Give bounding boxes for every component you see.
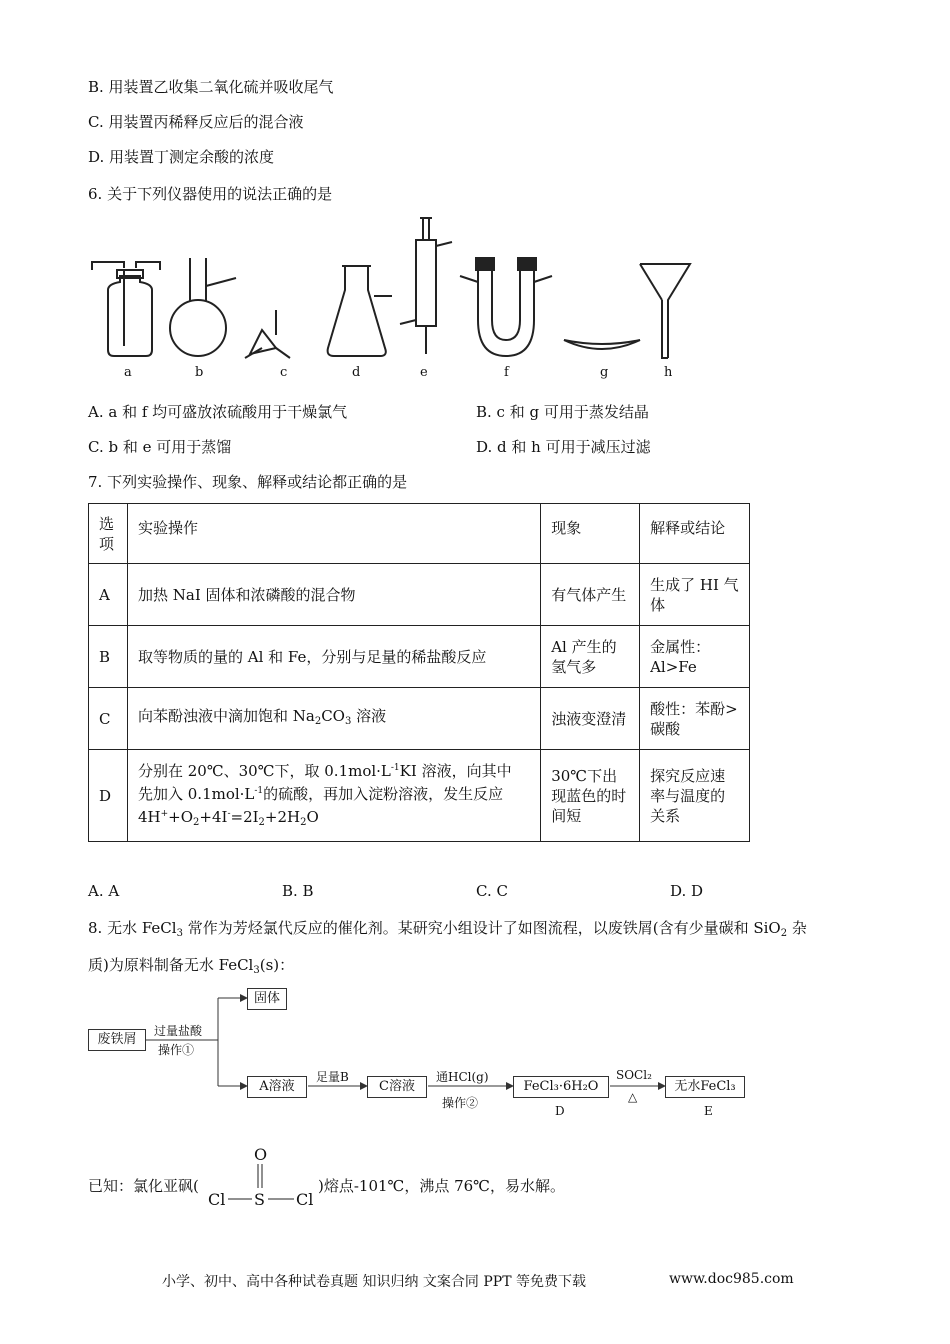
- header-phenomenon: 现象: [541, 504, 640, 564]
- row-operation: 取等物质的量的 Al 和 Fe，分别与足量的稀盐酸反应: [127, 626, 540, 688]
- footer-url[interactable]: www.doc985.com: [669, 1271, 794, 1287]
- stem-text: (s)：: [259, 956, 295, 974]
- flow-waste-iron: 废铁屑: [88, 1029, 146, 1051]
- flow-excess-b: 足量B: [316, 1070, 349, 1084]
- op-text: 分别在 20℃、30℃下，取 0.1mol·L: [137, 762, 391, 780]
- label-a: a: [124, 365, 132, 380]
- flow-fecl3-hydrate: FeCl₃·6H₂O: [513, 1076, 609, 1098]
- row-conclusion: 金属性：Al>Fe: [640, 626, 750, 688]
- row-phenomenon: Al 产生的氢气多: [541, 626, 640, 688]
- row-option: D: [89, 750, 128, 842]
- q5-option-d: D. 用装置丁测定余酸的浓度: [88, 148, 275, 166]
- q7-choice-c: C. C: [476, 882, 508, 900]
- q6-stem: 6. 关于下列仪器使用的说法正确的是: [88, 185, 333, 203]
- q5-option-c: C. 用装置丙稀释反应后的混合液: [88, 113, 304, 131]
- header-option-text: 选项: [99, 514, 115, 553]
- q7-choice-b: B. B: [282, 882, 314, 900]
- header-operation: 实验操作: [127, 504, 540, 564]
- op-sub: 2: [314, 715, 322, 727]
- flow-solid: 固体: [247, 988, 287, 1010]
- atom-cl-right: Cl: [296, 1190, 314, 1209]
- q7-stem: 7. 下列实验操作、现象、解释或结论都正确的是: [88, 473, 408, 491]
- flow-excess-hcl: 过量盐酸: [154, 1024, 203, 1038]
- atom-o: O: [254, 1145, 268, 1164]
- row-operation: 加热 NaI 固体和浓磷酸的混合物: [127, 564, 540, 626]
- known-prefix: 已知：氯化亚砜(: [88, 1177, 199, 1195]
- sub-2: 2: [780, 928, 788, 939]
- flow-label-e: E: [704, 1104, 713, 1118]
- label-g: g: [600, 365, 609, 380]
- label-d: d: [352, 365, 361, 380]
- q6-option-d: D. d 和 h 可用于减压过滤: [476, 438, 651, 456]
- row-option: A: [89, 564, 128, 626]
- op-text: 向苯酚浊液中滴加饱和 Na: [137, 706, 315, 725]
- row-conclusion: 生成了 HI 气体: [640, 564, 750, 626]
- flow-label-d: D: [555, 1104, 565, 1118]
- q6-option-a: A. a 和 f 均可盛放浓硫酸用于干燥氯气: [88, 403, 348, 421]
- label-f: f: [504, 365, 509, 380]
- op-text: 的硫酸，再加入淀粉溶液，发生反应: [263, 785, 504, 803]
- q7-choice-d: D. D: [670, 882, 704, 900]
- atom-cl-left: Cl: [208, 1190, 226, 1209]
- atom-s: S: [254, 1190, 265, 1209]
- footer-text: 小学、初中、高中各种试卷真题 知识归纳 文案合同 PPT 等免费下载: [162, 1274, 586, 1290]
- row-option: B: [89, 626, 128, 688]
- flow-solution-c: C溶液: [367, 1076, 427, 1098]
- sub-3: 3: [176, 928, 183, 939]
- q6-option-c: C. b 和 e 可用于蒸馏: [88, 438, 232, 456]
- flow-solution-a: A溶液: [247, 1076, 307, 1098]
- label-h: h: [664, 365, 673, 380]
- sub-3: 3: [253, 965, 260, 976]
- row-conclusion: 探究反应速率与温度的关系: [640, 750, 750, 842]
- row-phenomenon: 浊液变澄清: [541, 688, 640, 750]
- reaction-equation: $4H^++O_2+4I^-=2I_2+2H_2O$: [137, 808, 319, 828]
- op-text: CO: [321, 706, 345, 725]
- flow-anhydrous-fecl3: 无水FeCl₃: [665, 1076, 745, 1098]
- flow-heat: △: [628, 1090, 638, 1104]
- stem-text: 8. 无水 FeCl: [88, 919, 177, 937]
- q5-option-b: B. 用装置乙收集二氧化硫并吸收尾气: [88, 78, 334, 96]
- row-option: C: [89, 688, 128, 750]
- stem-text: 杂: [787, 919, 807, 937]
- header-conclusion: 解释或结论: [640, 504, 750, 564]
- stem-text: 质)为原料制备无水 FeCl: [88, 956, 254, 974]
- op-sup: -1: [254, 786, 264, 796]
- op-text: 先加入 0.1mol·L: [137, 785, 255, 803]
- op-text: 溶液: [351, 706, 387, 725]
- op-text: KI 溶液，向其中: [399, 762, 512, 780]
- flow-pass-hcl: 通HCl(g): [436, 1070, 489, 1084]
- label-e: e: [420, 365, 428, 380]
- flow-operation-1: 操作①: [158, 1043, 195, 1057]
- label-b: b: [195, 365, 204, 380]
- q7-choice-a: A. A: [88, 882, 120, 900]
- op-sub: 3: [344, 715, 352, 727]
- stem-text: 常作为芳烃氯代反应的催化剂。某研究小组设计了如图流程，以废铁屑(含有少量碳和 SiO: [182, 919, 781, 937]
- op-sup: -1: [390, 763, 400, 773]
- flow-socl2: SOCl₂: [616, 1068, 652, 1082]
- row-phenomenon: 有气体产生: [541, 564, 640, 626]
- flow-operation-2: 操作②: [442, 1096, 479, 1110]
- label-c: c: [280, 365, 288, 380]
- q6-option-b: B. c 和 g 可用于蒸发结晶: [476, 403, 649, 421]
- known-suffix: )熔点-101℃，沸点 76℃，易水解。: [318, 1177, 565, 1195]
- row-phenomenon: 30℃下出现蓝色的时间短: [541, 750, 640, 842]
- row-conclusion: 酸性：苯酚>碳酸: [640, 688, 750, 750]
